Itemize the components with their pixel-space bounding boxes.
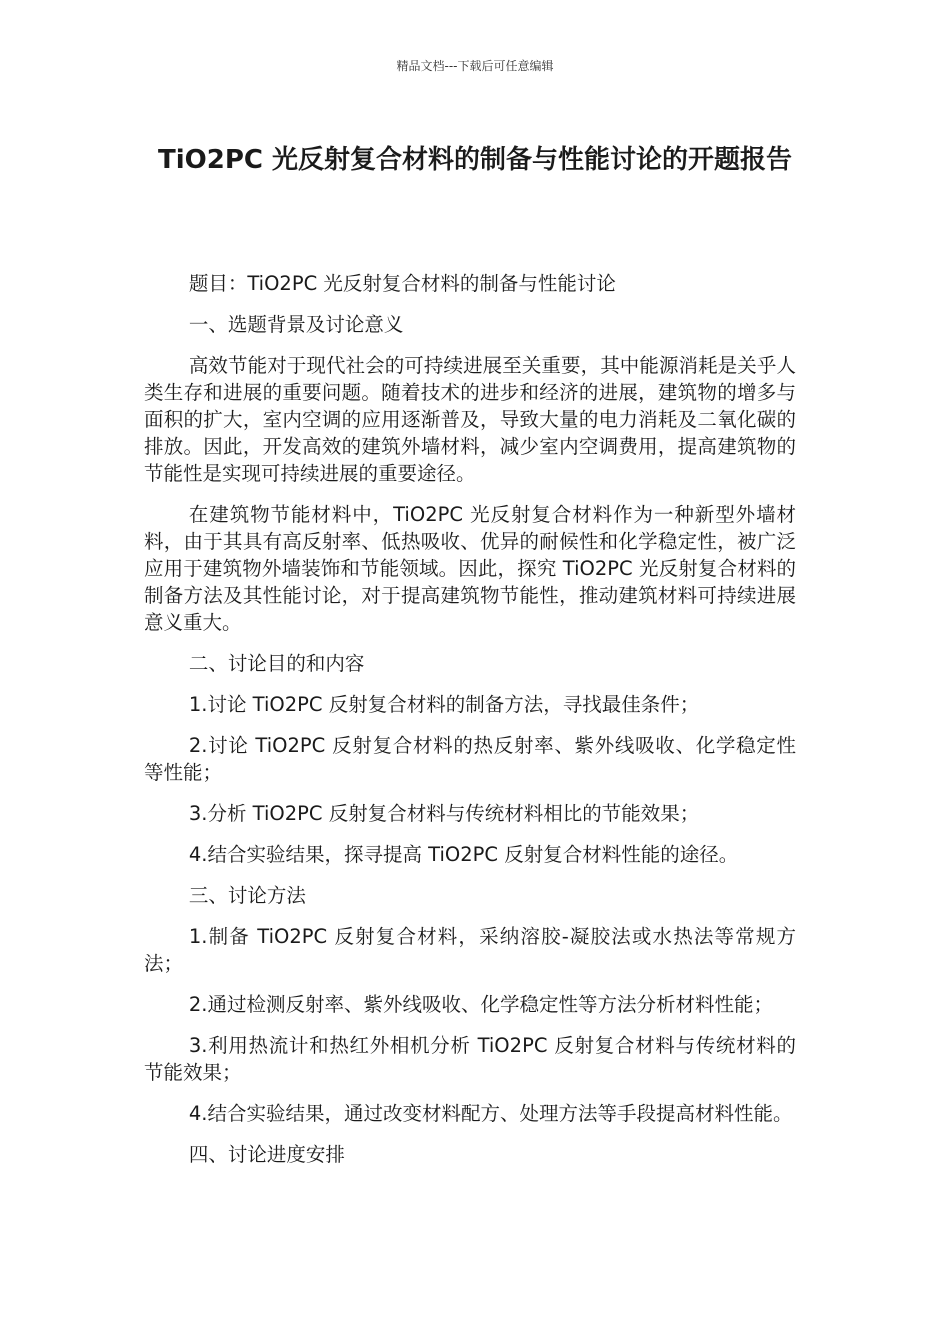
method-item-2: 2.通过检测反射率、紫外线吸收、化学稳定性等方法分析材料性能； bbox=[188, 993, 773, 1016]
section-heading-background: 一、选题背景及讨论意义 bbox=[188, 313, 404, 336]
document-body bbox=[144, 270, 796, 1182]
section-heading-objectives: 二、讨论目的和内容 bbox=[188, 652, 365, 675]
objective-item-1: 1.讨论 TiO2PC 反射复合材料的制备方法，寻找最佳条件； bbox=[188, 693, 700, 716]
paragraph-background-1: 高效节能对于现代社会的可持续进展至关重要，其中能源消耗是关乎人类生存和进展的重要问题。随着技术的进步和经济的进展，建筑物的增多与面积的扩大，室内空调的应用逐渐普及，导致大量的电力消耗及二氧化碳的排放。因此，开发高效的建筑外墙材料，减少室内空调费用，提高建筑物的节能性是实现可持续进展的重要途径。 bbox=[144, 354, 796, 485]
method-item-1: 1.制备 TiO2PC 反射复合材料，采纳溶胶-凝胶法或水热法等常规方法； bbox=[144, 925, 796, 975]
topic-line: 题目：TiO2PC 光反射复合材料的制备与性能讨论 bbox=[188, 272, 616, 295]
objective-item-2: 2.讨论 TiO2PC 反射复合材料的热反射率、紫外线吸收、化学稳定性等性能； bbox=[144, 734, 796, 784]
objective-item-4: 4.结合实验结果，探寻提高 TiO2PC 反射复合材料性能的途径。 bbox=[188, 843, 739, 866]
method-item-3: 3.利用热流计和热红外相机分析 TiO2PC 反射复合材料与传统材料的节能效果； bbox=[144, 1034, 796, 1084]
paragraph-background-2: 在建筑物节能材料中，TiO2PC 光反射复合材料作为一种新型外墙材料，由于其具有高反射率、低热吸收、优异的耐候性和化学稳定性，被广泛应用于建筑物外墙装饰和节能领域。因此，探究 TiO2PC 光反射复合材料的制备方法及其性能讨论，对于提高建筑物节能性，推动建筑材料可持续进展意义重大。 bbox=[144, 503, 796, 634]
section-heading-schedule: 四、讨论进度安排 bbox=[188, 1143, 345, 1166]
method-item-4: 4.结合实验结果，通过改变材料配方、处理方法等手段提高材料性能。 bbox=[188, 1102, 793, 1125]
section-heading-methods: 三、讨论方法 bbox=[188, 884, 306, 907]
document-title: TiO2PC 光反射复合材料的制备与性能讨论的开题报告 bbox=[157, 145, 793, 175]
objective-item-3: 3.分析 TiO2PC 反射复合材料与传统材料相比的节能效果； bbox=[188, 802, 700, 825]
page-header-note: 精品文档---下载后可任意编辑 bbox=[396, 59, 554, 73]
